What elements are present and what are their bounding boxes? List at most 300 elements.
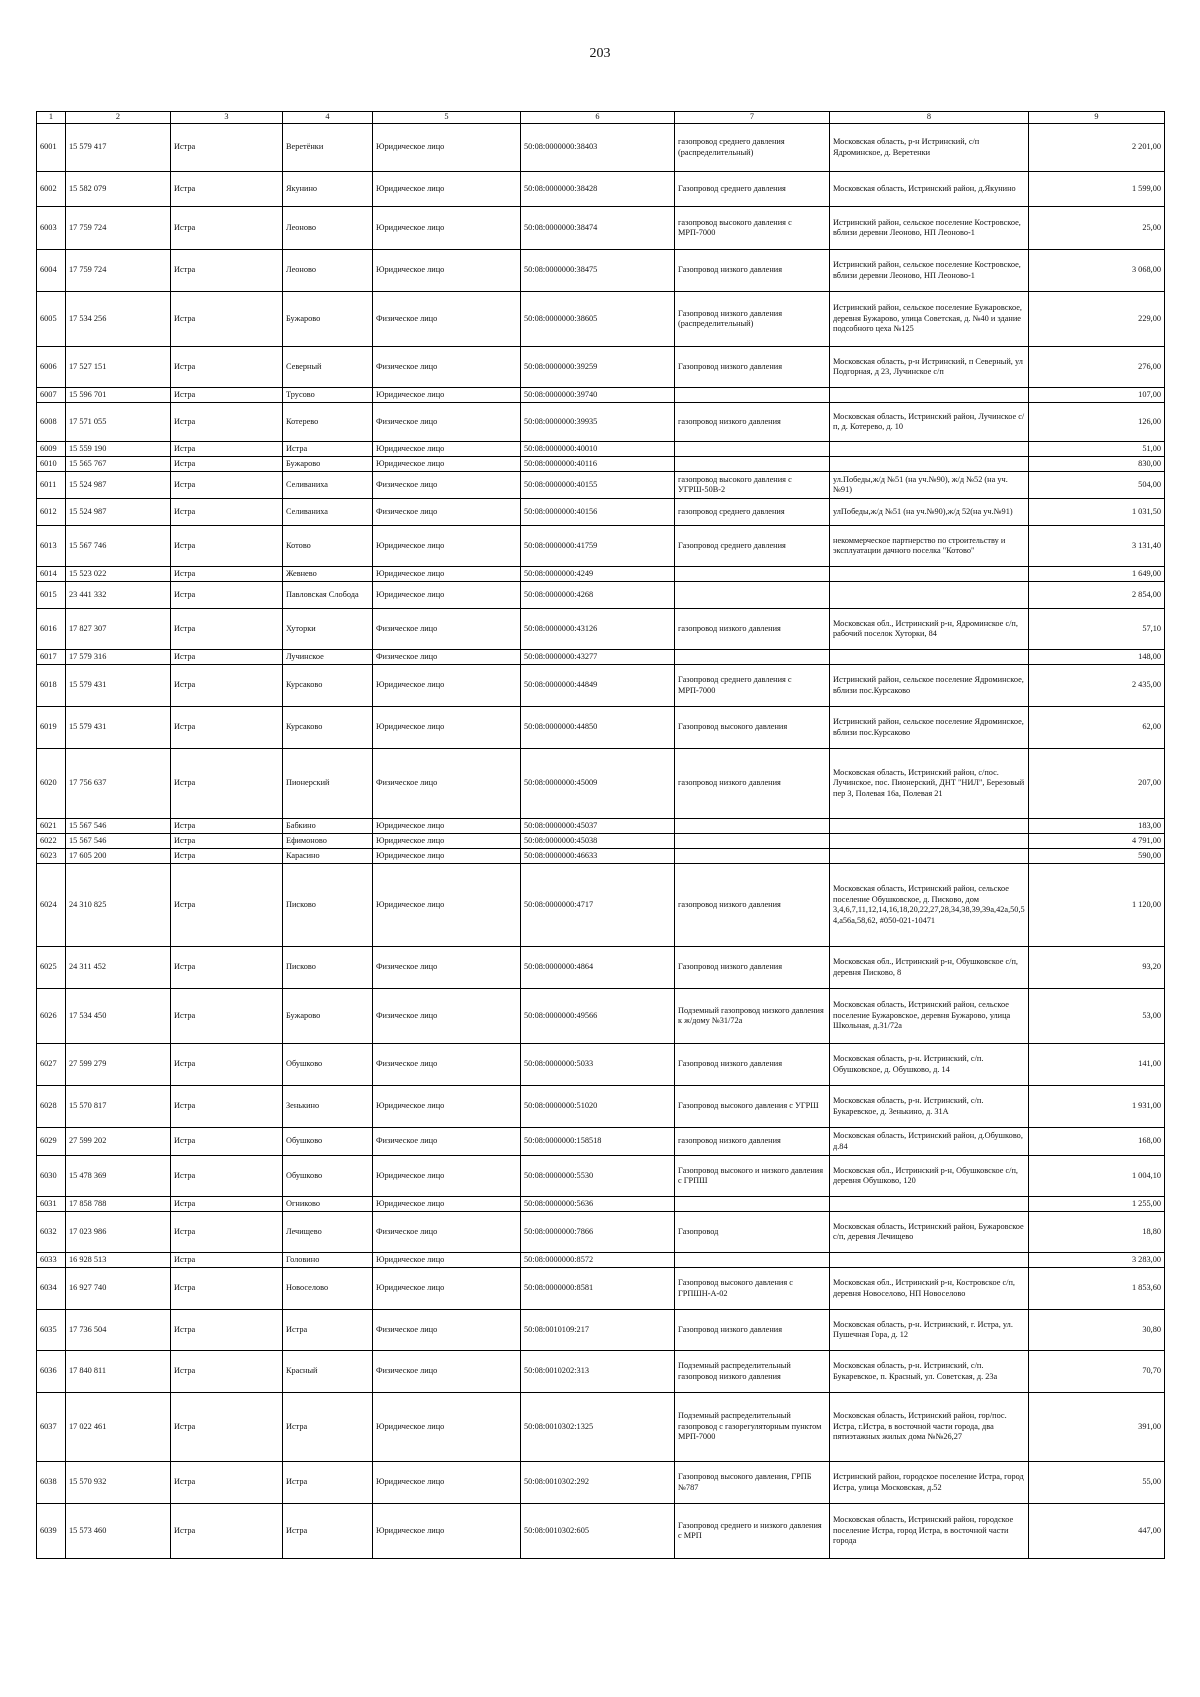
locality-cell: Бабкино (283, 819, 373, 834)
row-number-cell: 6020 (37, 749, 66, 819)
address-cell: Московская область, Истринский район, Бужаровское с/п, деревня Лечищево (830, 1212, 1029, 1253)
address-cell (830, 457, 1029, 472)
area-cell: 1 255,00 (1029, 1197, 1165, 1212)
cadastral-number-cell: 50:08:0000000:5636 (521, 1197, 675, 1212)
table-row (37, 1156, 1165, 1197)
cadastral-number-cell: 50:08:0000000:38474 (521, 207, 675, 250)
district-cell: Истра (171, 499, 283, 526)
id-cell: 16 928 513 (66, 1253, 171, 1268)
district-cell: Истра (171, 1310, 283, 1351)
table-row (37, 347, 1165, 388)
row-number-cell: 6019 (37, 707, 66, 749)
owner-type-cell: Юридическое лицо (373, 1197, 521, 1212)
id-cell: 23 441 332 (66, 582, 171, 609)
owner-type-cell: Физическое лицо (373, 947, 521, 989)
locality-cell: Истра (283, 1393, 373, 1462)
header-cell: 2 (66, 112, 171, 124)
address-cell: Московская область, р-н. Истринский, г. Истра, ул. Пушечная Гора, д. 12 (830, 1310, 1029, 1351)
object-description-cell: Газопровод высокого давления (675, 707, 830, 749)
id-cell: 17 023 986 (66, 1212, 171, 1253)
locality-cell: Трусово (283, 388, 373, 403)
address-cell: Истринский район, сельское поселение Бужаровское, деревня Бужарово, улица Советская, д. №40 и здание подсобного цеха №125 (830, 292, 1029, 347)
district-cell: Истра (171, 124, 283, 172)
id-cell: 15 567 746 (66, 526, 171, 567)
address-cell: Московская область, Истринский район, гор/пос. Истра, г.Истра, в восточной части города, два пятиэтажных жилых дома №№26,27 (830, 1393, 1029, 1462)
area-cell: 1 853,60 (1029, 1268, 1165, 1310)
area-cell: 4 791,00 (1029, 834, 1165, 849)
locality-cell: Зенькино (283, 1086, 373, 1128)
cadastral-number-cell: 50:08:0000000:4268 (521, 582, 675, 609)
district-cell: Истра (171, 1086, 283, 1128)
area-cell: 1 031,50 (1029, 499, 1165, 526)
row-number-cell: 6039 (37, 1504, 66, 1559)
address-cell: улПобеды,ж/д №51 (на уч.№90),ж/д 52(на уч.№91) (830, 499, 1029, 526)
id-cell: 17 022 461 (66, 1393, 171, 1462)
object-description-cell: Газопровод низкого давления (675, 1044, 830, 1086)
locality-cell: Истра (283, 1504, 373, 1559)
locality-cell: Леоново (283, 207, 373, 250)
locality-cell: Котово (283, 526, 373, 567)
id-cell: 17 534 450 (66, 989, 171, 1044)
id-cell: 15 596 701 (66, 388, 171, 403)
locality-cell: Якунино (283, 172, 373, 207)
owner-type-cell: Юридическое лицо (373, 849, 521, 864)
id-cell: 15 524 987 (66, 472, 171, 499)
address-cell: Истринский район, сельское поселение Костровское, вблизи деревни Леоново, НП Леоново-1 (830, 207, 1029, 250)
row-number-cell: 6031 (37, 1197, 66, 1212)
district-cell: Истра (171, 609, 283, 650)
owner-type-cell: Физическое лицо (373, 749, 521, 819)
locality-cell: Северный (283, 347, 373, 388)
id-cell: 17 579 316 (66, 650, 171, 665)
object-description-cell: Подземный распределительный газопровод с газорегуляторным пунктом МРП-7000 (675, 1393, 830, 1462)
locality-cell: Веретёнки (283, 124, 373, 172)
object-description-cell: Газопровод высокого давления, ГРПБ №787 (675, 1462, 830, 1504)
row-number-cell: 6009 (37, 442, 66, 457)
locality-cell: Котерево (283, 403, 373, 442)
owner-type-cell: Юридическое лицо (373, 707, 521, 749)
table-row (37, 457, 1165, 472)
locality-cell: Новоселово (283, 1268, 373, 1310)
row-number-cell: 6028 (37, 1086, 66, 1128)
locality-cell: Бужарово (283, 457, 373, 472)
cadastral-number-cell: 50:08:0000000:51020 (521, 1086, 675, 1128)
row-number-cell: 6032 (37, 1212, 66, 1253)
cadastral-number-cell: 50:08:0000000:40116 (521, 457, 675, 472)
row-number-cell: 6011 (37, 472, 66, 499)
area-cell: 3 068,00 (1029, 250, 1165, 292)
district-cell: Истра (171, 457, 283, 472)
cadastral-number-cell: 50:08:0010302:605 (521, 1504, 675, 1559)
row-number-cell: 6003 (37, 207, 66, 250)
object-description-cell: Газопровод низкого давления (распределительный) (675, 292, 830, 347)
area-cell: 93,20 (1029, 947, 1165, 989)
table-row (37, 1044, 1165, 1086)
table-row (37, 1268, 1165, 1310)
locality-cell: Истра (283, 1462, 373, 1504)
district-cell: Истра (171, 1044, 283, 1086)
table-row (37, 388, 1165, 403)
cadastral-number-cell: 50:08:0010109:217 (521, 1310, 675, 1351)
table-row (37, 749, 1165, 819)
row-number-cell: 6038 (37, 1462, 66, 1504)
object-description-cell: Газопровод среднего давления с МРП-7000 (675, 665, 830, 707)
cadastral-number-cell: 50:08:0000000:44849 (521, 665, 675, 707)
table-row (37, 1310, 1165, 1351)
table-row (37, 207, 1165, 250)
locality-cell: Леоново (283, 250, 373, 292)
row-number-cell: 6012 (37, 499, 66, 526)
area-cell: 1 004,10 (1029, 1156, 1165, 1197)
address-cell: Московская область, р-н. Истринский, с/п. Обушковское, д. Обушково, д. 14 (830, 1044, 1029, 1086)
cadastral-number-cell: 50:08:0000000:5530 (521, 1156, 675, 1197)
table-row (37, 864, 1165, 947)
area-cell: 3 131,40 (1029, 526, 1165, 567)
locality-cell: Жевнево (283, 567, 373, 582)
area-cell: 25,00 (1029, 207, 1165, 250)
area-cell: 62,00 (1029, 707, 1165, 749)
area-cell: 30,80 (1029, 1310, 1165, 1351)
address-cell: Московская область, Истринский район, д.Обушково, д.84 (830, 1128, 1029, 1156)
table-row (37, 707, 1165, 749)
locality-cell: Павловская Слобода (283, 582, 373, 609)
cadastral-number-cell: 50:08:0000000:4864 (521, 947, 675, 989)
address-cell (830, 567, 1029, 582)
area-cell: 126,00 (1029, 403, 1165, 442)
table-row (37, 403, 1165, 442)
district-cell: Истра (171, 1504, 283, 1559)
district-cell: Истра (171, 567, 283, 582)
table-row (37, 1253, 1165, 1268)
district-cell: Истра (171, 1268, 283, 1310)
object-description-cell (675, 388, 830, 403)
address-cell: Московская область, р-н. Истринский, с/п. Букаревское, п. Красный, ул. Советская, д. 23а (830, 1351, 1029, 1393)
id-cell: 15 582 079 (66, 172, 171, 207)
row-number-cell: 6005 (37, 292, 66, 347)
table-row (37, 499, 1165, 526)
id-cell: 17 827 307 (66, 609, 171, 650)
cadastral-number-cell: 50:08:0000000:45037 (521, 819, 675, 834)
district-cell: Истра (171, 250, 283, 292)
object-description-cell (675, 849, 830, 864)
object-description-cell (675, 567, 830, 582)
district-cell: Истра (171, 403, 283, 442)
owner-type-cell: Юридическое лицо (373, 1253, 521, 1268)
row-number-cell: 6008 (37, 403, 66, 442)
address-cell (830, 1253, 1029, 1268)
table-row (37, 582, 1165, 609)
owner-type-cell: Юридическое лицо (373, 665, 521, 707)
row-number-cell: 6018 (37, 665, 66, 707)
table-row (37, 1393, 1165, 1462)
district-cell: Истра (171, 834, 283, 849)
object-description-cell (675, 457, 830, 472)
table-row (37, 1212, 1165, 1253)
id-cell: 17 736 504 (66, 1310, 171, 1351)
address-cell: Московская область, Истринский район, Лучинское с/п, д. Котерево, д. 10 (830, 403, 1029, 442)
row-number-cell: 6036 (37, 1351, 66, 1393)
cadastral-number-cell: 50:08:0010302:292 (521, 1462, 675, 1504)
id-cell: 17 527 151 (66, 347, 171, 388)
cadastral-number-cell: 50:08:0010202:313 (521, 1351, 675, 1393)
cadastral-number-cell: 50:08:0000000:39740 (521, 388, 675, 403)
row-number-cell: 6033 (37, 1253, 66, 1268)
owner-type-cell: Физическое лицо (373, 292, 521, 347)
id-cell: 15 523 022 (66, 567, 171, 582)
cadastral-number-cell: 50:08:0000000:40010 (521, 442, 675, 457)
cadastral-number-cell: 50:08:0000000:4249 (521, 567, 675, 582)
locality-cell: Ефимоново (283, 834, 373, 849)
owner-type-cell: Юридическое лицо (373, 207, 521, 250)
address-cell (830, 582, 1029, 609)
header-cell: 1 (37, 112, 66, 124)
table-row (37, 947, 1165, 989)
district-cell: Истра (171, 1197, 283, 1212)
owner-type-cell: Юридическое лицо (373, 1086, 521, 1128)
table-row (37, 1197, 1165, 1212)
id-cell: 15 478 369 (66, 1156, 171, 1197)
table-row (37, 989, 1165, 1044)
cadastral-number-cell: 50:08:0000000:49566 (521, 989, 675, 1044)
header-cell: 9 (1029, 112, 1165, 124)
owner-type-cell: Физическое лицо (373, 1044, 521, 1086)
locality-cell: Истра (283, 442, 373, 457)
table-body (37, 124, 1165, 1559)
area-cell: 276,00 (1029, 347, 1165, 388)
object-description-cell: Газопровод низкого давления (675, 250, 830, 292)
owner-type-cell: Физическое лицо (373, 472, 521, 499)
locality-cell: Головино (283, 1253, 373, 1268)
table-row (37, 1504, 1165, 1559)
object-description-cell: Газопровод высокого и низкого давления с ГРПШ (675, 1156, 830, 1197)
object-description-cell (675, 442, 830, 457)
address-cell: Истринский район, сельское поселение Ядроминское, вблизи пос.Курсаково (830, 707, 1029, 749)
locality-cell: Обушково (283, 1128, 373, 1156)
locality-cell: Хуторки (283, 609, 373, 650)
area-cell: 148,00 (1029, 650, 1165, 665)
owner-type-cell: Юридическое лицо (373, 526, 521, 567)
header-row (37, 112, 1165, 124)
object-description-cell: Газопровод низкого давления (675, 1310, 830, 1351)
table-row (37, 124, 1165, 172)
area-cell: 1 120,00 (1029, 864, 1165, 947)
district-cell: Истра (171, 442, 283, 457)
address-cell (830, 834, 1029, 849)
address-cell: некоммерческое партнерство по строительству и эксплуатации дачного поселка "Котово" (830, 526, 1029, 567)
locality-cell: Бужарово (283, 292, 373, 347)
address-cell (830, 650, 1029, 665)
id-cell: 24 311 452 (66, 947, 171, 989)
district-cell: Истра (171, 388, 283, 403)
district-cell: Истра (171, 665, 283, 707)
address-cell: Московская область, р-н Истринский, п Северный, ул Подгорная, д 23, Лучинское с/п (830, 347, 1029, 388)
locality-cell: Курсаково (283, 707, 373, 749)
owner-type-cell: Юридическое лицо (373, 388, 521, 403)
row-number-cell: 6024 (37, 864, 66, 947)
locality-cell: Курсаково (283, 665, 373, 707)
cadastral-number-cell: 50:08:0000000:44850 (521, 707, 675, 749)
cadastral-number-cell: 50:08:0000000:40155 (521, 472, 675, 499)
row-number-cell: 6023 (37, 849, 66, 864)
header-cell: 7 (675, 112, 830, 124)
table-row (37, 292, 1165, 347)
area-cell: 70,70 (1029, 1351, 1165, 1393)
owner-type-cell: Юридическое лицо (373, 1504, 521, 1559)
cadastral-number-cell: 50:08:0000000:39935 (521, 403, 675, 442)
district-cell: Истра (171, 1351, 283, 1393)
table-row (37, 609, 1165, 650)
owner-type-cell: Юридическое лицо (373, 1268, 521, 1310)
id-cell: 15 567 546 (66, 819, 171, 834)
row-number-cell: 6001 (37, 124, 66, 172)
locality-cell: Красный (283, 1351, 373, 1393)
district-cell: Истра (171, 526, 283, 567)
row-number-cell: 6034 (37, 1268, 66, 1310)
area-cell: 2 435,00 (1029, 665, 1165, 707)
cadastral-number-cell: 50:08:0000000:41759 (521, 526, 675, 567)
header-cell: 8 (830, 112, 1029, 124)
area-cell: 51,00 (1029, 442, 1165, 457)
row-number-cell: 6004 (37, 250, 66, 292)
id-cell: 15 579 431 (66, 665, 171, 707)
owner-type-cell: Юридическое лицо (373, 1462, 521, 1504)
object-description-cell: газопровод высокого давления с УГРШ-50В-2 (675, 472, 830, 499)
id-cell: 15 565 767 (66, 457, 171, 472)
cadastral-number-cell: 50:08:0000000:40156 (521, 499, 675, 526)
locality-cell: Писково (283, 864, 373, 947)
owner-type-cell: Физическое лицо (373, 650, 521, 665)
cadastral-number-cell: 50:08:0000000:8572 (521, 1253, 675, 1268)
address-cell: Московская область, Истринский район, городское поселение Истра, город Истра, в восточной части города (830, 1504, 1029, 1559)
cadastral-number-cell: 50:08:0000000:45038 (521, 834, 675, 849)
row-number-cell: 6007 (37, 388, 66, 403)
address-cell: Московская область, р-н. Истринский, с/п. Букаревское, д. Зенькино, д. 31А (830, 1086, 1029, 1128)
id-cell: 17 605 200 (66, 849, 171, 864)
area-cell: 1 931,00 (1029, 1086, 1165, 1128)
owner-type-cell: Юридическое лицо (373, 582, 521, 609)
owner-type-cell: Физическое лицо (373, 989, 521, 1044)
owner-type-cell: Юридическое лицо (373, 250, 521, 292)
locality-cell: Обушково (283, 1156, 373, 1197)
row-number-cell: 6029 (37, 1128, 66, 1156)
table-row (37, 834, 1165, 849)
area-cell: 107,00 (1029, 388, 1165, 403)
row-number-cell: 6013 (37, 526, 66, 567)
area-cell: 57,10 (1029, 609, 1165, 650)
locality-cell: Селиваниха (283, 472, 373, 499)
table-row (37, 250, 1165, 292)
object-description-cell (675, 582, 830, 609)
object-description-cell: газопровод высокого давления с МРП-7000 (675, 207, 830, 250)
id-cell: 27 599 202 (66, 1128, 171, 1156)
object-description-cell: Подземный газопровод низкого давления к ж/дому №31/72а (675, 989, 830, 1044)
district-cell: Истра (171, 947, 283, 989)
owner-type-cell: Юридическое лицо (373, 567, 521, 582)
table-row (37, 1351, 1165, 1393)
owner-type-cell: Физическое лицо (373, 1128, 521, 1156)
object-description-cell: газопровод низкого давления (675, 403, 830, 442)
table-row (37, 472, 1165, 499)
object-description-cell: газопровод среднего давления (распределительный) (675, 124, 830, 172)
cadastral-number-cell: 50:08:0000000:45009 (521, 749, 675, 819)
district-cell: Истра (171, 172, 283, 207)
table-row (37, 1086, 1165, 1128)
table-row (37, 526, 1165, 567)
district-cell: Истра (171, 1212, 283, 1253)
object-description-cell: Газопровод высокого давления с ГРПШН-А-02 (675, 1268, 830, 1310)
object-description-cell: Подземный распределительный газопровод низкого давления (675, 1351, 830, 1393)
page-number: 203 (589, 46, 611, 61)
district-cell: Истра (171, 1128, 283, 1156)
area-cell: 207,00 (1029, 749, 1165, 819)
owner-type-cell: Юридическое лицо (373, 1393, 521, 1462)
row-number-cell: 6010 (37, 457, 66, 472)
area-cell: 229,00 (1029, 292, 1165, 347)
id-cell: 17 571 055 (66, 403, 171, 442)
area-cell: 168,00 (1029, 1128, 1165, 1156)
owner-type-cell: Физическое лицо (373, 403, 521, 442)
row-number-cell: 6021 (37, 819, 66, 834)
object-description-cell (675, 1253, 830, 1268)
owner-type-cell: Физическое лицо (373, 609, 521, 650)
address-cell: Московская область, Истринский район, с/пос. Лучинское, пос. Пионерский, ДНТ "НИЛ", Березовый пер 3, Полевая 16а, Полевая 21 (830, 749, 1029, 819)
id-cell: 17 759 724 (66, 250, 171, 292)
object-description-cell: газопровод низкого давления (675, 749, 830, 819)
district-cell: Истра (171, 707, 283, 749)
table-row (37, 172, 1165, 207)
locality-cell: Лечищево (283, 1212, 373, 1253)
id-cell: 27 599 279 (66, 1044, 171, 1086)
address-cell: Московская обл., Истринский р-н, Ядроминское с/п, рабочий поселок Хуторки, 84 (830, 609, 1029, 650)
id-cell: 24 310 825 (66, 864, 171, 947)
owner-type-cell: Физическое лицо (373, 1351, 521, 1393)
table-row (37, 442, 1165, 457)
object-description-cell (675, 650, 830, 665)
id-cell: 15 570 932 (66, 1462, 171, 1504)
object-description-cell: Газопровод высокого давления с УГРШ (675, 1086, 830, 1128)
cadastral-number-cell: 50:08:0000000:38403 (521, 124, 675, 172)
address-cell (830, 849, 1029, 864)
object-description-cell: Газопровод среднего давления (675, 526, 830, 567)
owner-type-cell: Физическое лицо (373, 1212, 521, 1253)
id-cell: 16 927 740 (66, 1268, 171, 1310)
row-number-cell: 6026 (37, 989, 66, 1044)
district-cell: Истра (171, 207, 283, 250)
table-row (37, 849, 1165, 864)
id-cell: 17 858 788 (66, 1197, 171, 1212)
header-cell: 5 (373, 112, 521, 124)
id-cell: 17 534 256 (66, 292, 171, 347)
area-cell: 391,00 (1029, 1393, 1165, 1462)
address-cell (830, 442, 1029, 457)
cadastral-number-cell: 50:08:0000000:43277 (521, 650, 675, 665)
district-cell: Истра (171, 650, 283, 665)
owner-type-cell: Физическое лицо (373, 499, 521, 526)
address-cell: Московская область, Истринский район, сельское поселение Бужаровское, деревня Бужарово, улица Школьная, д.31/72а (830, 989, 1029, 1044)
area-cell: 1 599,00 (1029, 172, 1165, 207)
object-description-cell: Газопровод низкого давления (675, 947, 830, 989)
area-cell: 447,00 (1029, 1504, 1165, 1559)
address-cell: Московская обл., Истринский р-н, Костровское с/п, деревня Новоселово, НП Новоселово (830, 1268, 1029, 1310)
district-cell: Истра (171, 989, 283, 1044)
object-description-cell: Газопровод среднего и низкого давления с МРП (675, 1504, 830, 1559)
row-number-cell: 6027 (37, 1044, 66, 1086)
id-cell: 17 756 637 (66, 749, 171, 819)
area-cell: 830,00 (1029, 457, 1165, 472)
id-cell: 15 573 460 (66, 1504, 171, 1559)
table-row (37, 665, 1165, 707)
header-cell: 3 (171, 112, 283, 124)
